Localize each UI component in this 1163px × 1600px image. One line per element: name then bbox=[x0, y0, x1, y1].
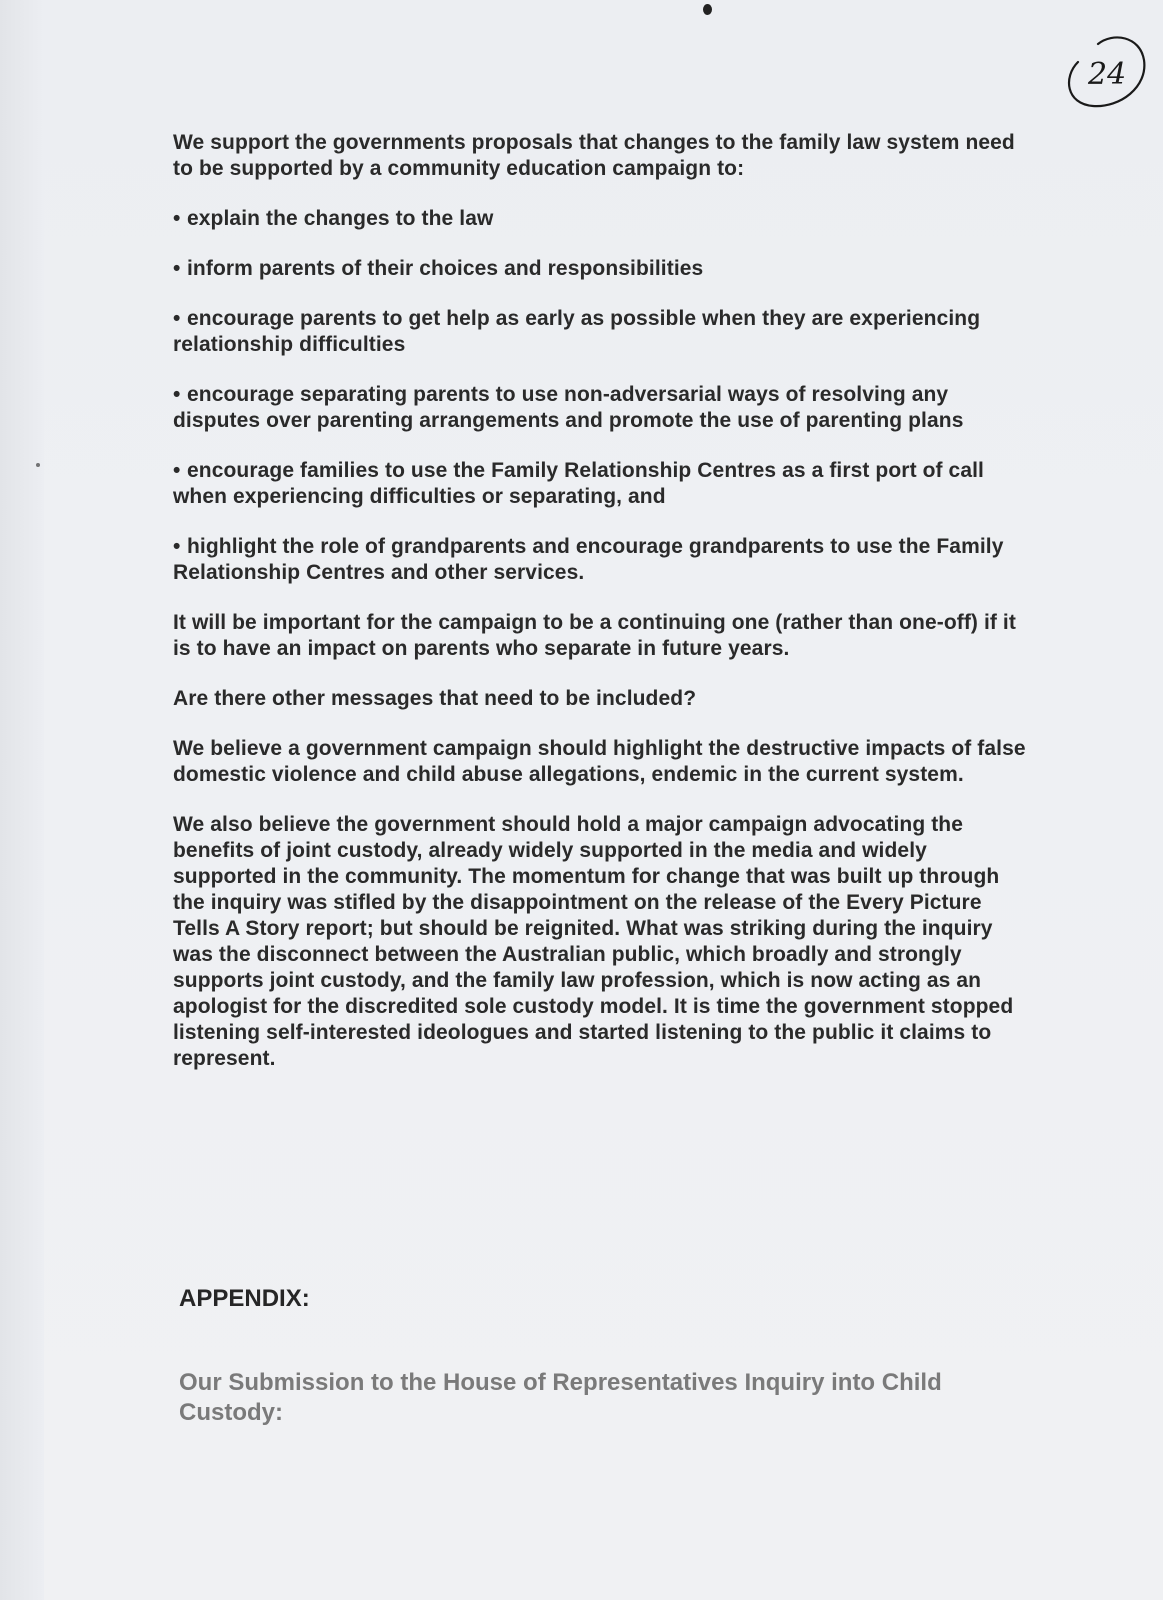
bullet-item bbox=[173, 382, 1033, 434]
bullet-dot: • bbox=[173, 257, 181, 280]
bullet-dot: • bbox=[173, 535, 181, 558]
page-shadow bbox=[0, 0, 44, 1600]
appendix-heading: APPENDIX: bbox=[179, 1285, 310, 1312]
bullet-dot: • bbox=[173, 383, 181, 406]
document-body bbox=[173, 130, 1033, 1096]
bullet-dot: • bbox=[173, 459, 181, 482]
page-number-text: 24 bbox=[1088, 57, 1127, 92]
appendix-subheading: Our Submission to the House of Representatives Inquiry into Child Custody: bbox=[179, 1369, 942, 1426]
joint-custody-paragraph: We also believe the government should hold a major campaign advocating the benefits of joint custody, already widely supported in the media and widely supported in the community. The momentum for change that was built up through the inquiry was stifled by the disappointment on the release of the Every Picture Tells A Story report; but should be reignited. What was striking during the inquiry was the disconnect between the Australian public, which broadly and strongly supports joint custody, and the family law profession, which is now acting as an apologist for the discredited sole custody model. It is time the government stopped listening self-interested ideologues and started listening to the public it claims to represent. bbox=[173, 813, 1014, 1070]
bullet-text: highlight the role of grandparents and encourage grandparents to use the Family Relationship Centres and other services. bbox=[173, 535, 1004, 584]
bullet-text: inform parents of their choices and responsibilities bbox=[187, 257, 704, 280]
ink-speck bbox=[703, 4, 712, 15]
bullet-dot: • bbox=[173, 207, 181, 230]
continuing-campaign-paragraph: It will be important for the campaign to be a continuing one (rather than one-off) if it is to have an impact on parents who separate in future years. bbox=[173, 611, 1016, 660]
handwritten-page-number bbox=[1058, 22, 1153, 114]
bullet-text: encourage families to use the Family Relationship Centres as a first port of call when experiencing difficulties or separating, and bbox=[173, 459, 984, 508]
bullet-text: encourage parents to get help as early as possible when they are experiencing relationship difficulties bbox=[173, 307, 981, 356]
question-paragraph: Are there other messages that need to be included? bbox=[173, 687, 697, 710]
bullet-item bbox=[173, 458, 1033, 510]
bullet-dot: • bbox=[173, 307, 181, 330]
bullet-text: explain the changes to the law bbox=[187, 207, 494, 230]
bullet-item bbox=[173, 256, 1033, 282]
bullet-item bbox=[173, 206, 1033, 232]
bullet-item bbox=[173, 534, 1033, 586]
bullet-item bbox=[173, 306, 1033, 358]
intro-paragraph: We support the governments proposals that changes to the family law system need to be supported by a community education campaign to: bbox=[173, 131, 1015, 180]
ink-speck bbox=[36, 463, 40, 467]
bullet-text: encourage separating parents to use non-adversarial ways of resolving any disputes over parenting arrangements and promote the use of parenting plans bbox=[173, 383, 964, 432]
false-allegations-paragraph: We believe a government campaign should highlight the destructive impacts of false domestic violence and child abuse allegations, endemic in the current system. bbox=[173, 737, 1026, 786]
